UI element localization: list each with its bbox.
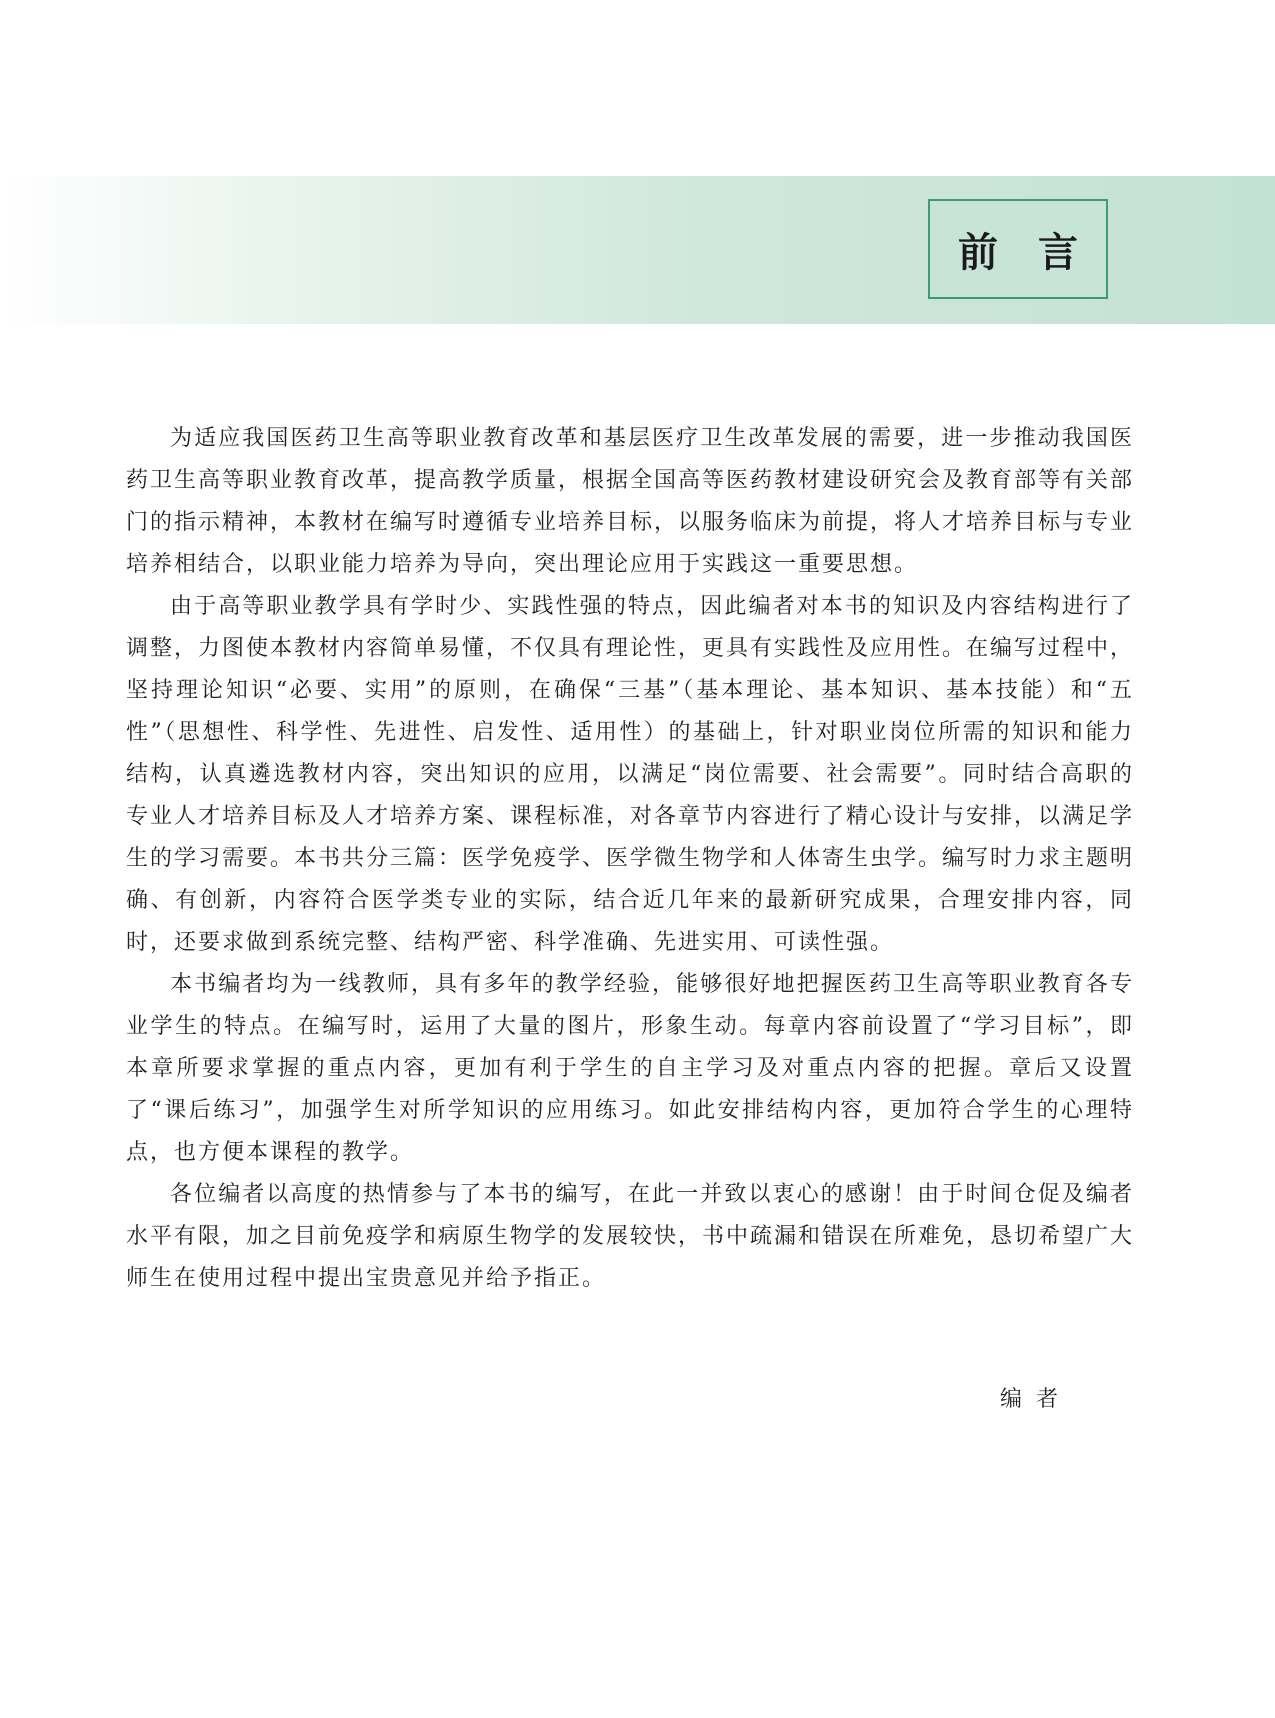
title-box	[928, 199, 1118, 299]
paragraph-2: 由于高等职业教学具有学时少、实践性强的特点，因此编者对本书的知识及内容结构进行了调整，力图使本教材内容简单易懂，不仅具有理论性，更具有实践性及应用性。在编写过程中，坚持理论知识“必要、实用”的原则，在确保“三基”（基本理论、基本知识、基本技能）和“五性”（思想性、科学性、先进性、启发性、适用性）的基础上，针对职业岗位所需的知识和能力结构，认真遴选教材内容，突出知识的应用，以满足“岗位需要、社会需要”。同时结合高职的专业人才培养目标及人才培养方案、课程标准，对各章节内容进行了精心设计与安排，以满足学生的学习需要。本书共分三篇：医学免疫学、医学微生物学和人体寄生虫学。编写时力求主题明确、有创新，内容符合医学类专业的实际，结合近几年来的最新研究成果，合理安排内容，同时，还要求做到系统完整、结构严密、科学准确、先进实用、可读性强。	[126, 594, 1135, 955]
paragraph-4: 各位编者以高度的热情参与了本书的编写，在此一并致以衷心的感谢！由于时间仓促及编者水平有限，加之目前免疫学和病原生物学的发展较快，书中疏漏和错误在所难免，恳切希望广大师生在使用过程中提出宝贵意见并给予指正。	[126, 1182, 1135, 1291]
paragraph-1: 为适应我国医药卫生高等职业教育改革和基层医疗卫生改革发展的需要，进一步推动我国医药卫生高等职业教育改革，提高教学质量，根据全国高等医药教材建设研究会及教育部等有关部门的指示精神，本教材在编写时遵循专业培养目标，以服务临床为前提，将人才培养目标与专业培养相结合，以职业能力培养为导向，突出理论应用于实践这一重要思想。	[126, 426, 1135, 577]
page-title: 前言	[958, 229, 1118, 276]
preface-body	[126, 418, 1134, 1300]
paragraph-3: 本书编者均为一线教师，具有多年的教学经验，能够很好地把握医药卫生高等职业教育各专业学生的特点。在编写时，运用了大量的图片，形象生动。每章内容前设置了“学习目标”，即本章所要求掌握的重点内容，更加有利于学生的自主学习及对重点内容的把握。章后又设置了“课后练习”，加强学生对所学知识的应用练习。如此安排结构内容，更加符合学生的心理特点，也方便本课程的教学。	[126, 972, 1134, 1165]
signature: 编者	[1000, 1387, 1073, 1412]
